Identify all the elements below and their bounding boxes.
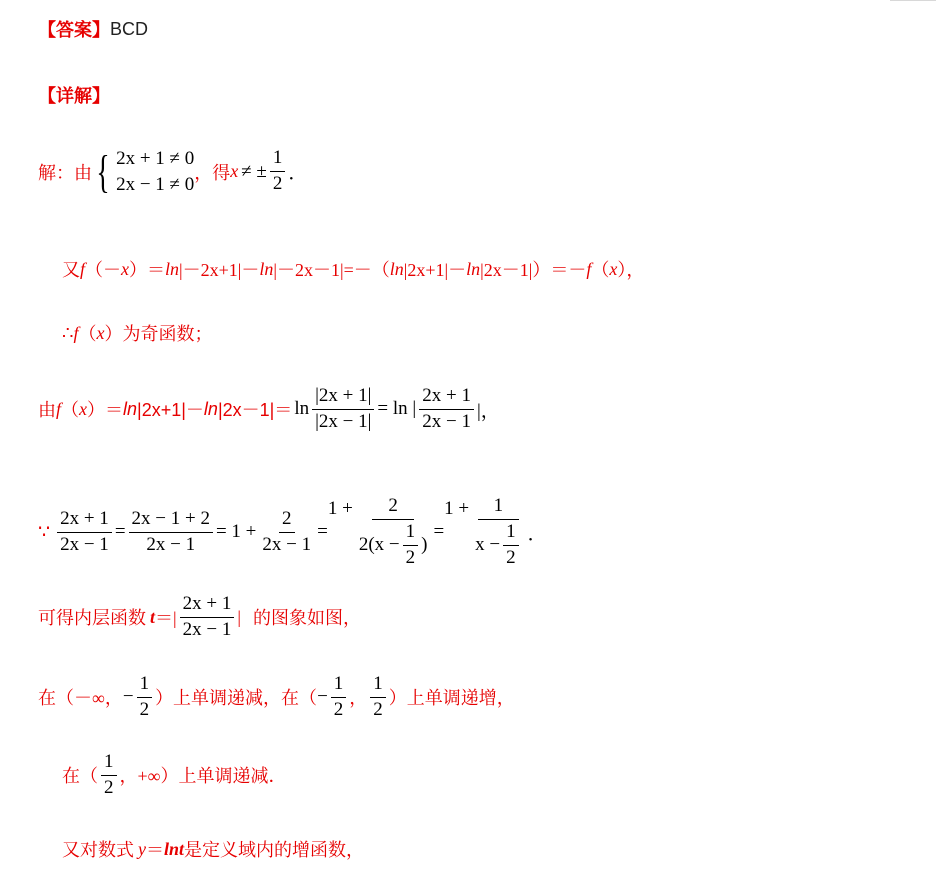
l9-a: 又对数式 xyxy=(62,840,134,860)
answer-label: 【答案】 xyxy=(38,20,110,40)
frac-den: 2 xyxy=(139,698,150,720)
l6-t: t xyxy=(150,606,156,627)
l5-frac1 xyxy=(57,509,112,556)
l9-c: 是定义域内的增函数， xyxy=(184,840,365,860)
l9-y: y xyxy=(138,838,146,859)
frac-num: 1 xyxy=(270,148,286,172)
l2-f2: f xyxy=(586,258,592,279)
case-system xyxy=(92,146,194,197)
case-stack xyxy=(116,146,194,197)
l7-b: ）上单调递减，在（ xyxy=(155,688,318,709)
l4-frac1 xyxy=(312,386,374,433)
frac-num: |2x + 1| xyxy=(312,386,374,410)
l2-ln4: ln xyxy=(466,258,481,279)
l3-a: （ xyxy=(78,324,97,344)
because-symbol: ∵ xyxy=(38,521,51,543)
l2-d: |－2x+1|－ xyxy=(179,260,260,280)
frac-num: 2 xyxy=(372,496,414,520)
l5-frac4 xyxy=(356,496,431,569)
l7-c: ， xyxy=(349,688,368,709)
frac-den: 2 xyxy=(405,546,416,568)
l7-d: ）上单调递增， xyxy=(388,688,515,709)
frac-num: 1 xyxy=(478,496,520,520)
l5-one-plus-a: 1 + xyxy=(327,498,353,519)
frac-den: 2 xyxy=(272,173,283,195)
frac-num: 1 xyxy=(503,522,519,546)
l5-eq1: = xyxy=(114,521,126,543)
l9-b: ＝ xyxy=(146,840,164,860)
solution-line-7 xyxy=(38,674,515,721)
l5-frac5 xyxy=(472,496,524,569)
l5-f4-den-b: ) xyxy=(421,533,428,555)
frac-num: 2x − 1 + 2 xyxy=(129,509,213,533)
l2-a: 又 xyxy=(62,260,80,280)
l2-f-text: |2x+1|－ xyxy=(403,260,467,280)
frac-num: 2x + 1 xyxy=(57,509,112,533)
frac-den: 2x − 1 xyxy=(146,533,196,555)
l7-neg2: − xyxy=(317,686,328,708)
l5-one-plus-b: 1 + xyxy=(444,498,470,519)
l2-x2: x xyxy=(609,258,618,279)
solution-line-8 xyxy=(62,752,286,799)
l4-end: |， xyxy=(476,400,500,422)
l6-b: ＝| xyxy=(155,608,177,629)
l5-f4-inner-frac xyxy=(403,522,419,569)
l2-x: x xyxy=(121,258,130,279)
frac-num: 2x + 1 xyxy=(419,386,474,410)
answer-line xyxy=(38,16,148,42)
frac-den: 2x − 1 xyxy=(262,533,312,555)
frac-num: 1 xyxy=(331,674,347,698)
l5-f4-den-a: 2(x − xyxy=(358,533,400,555)
solution-line-1 xyxy=(38,146,307,197)
solution-line-3 xyxy=(62,320,212,346)
line1-fraction xyxy=(270,148,286,195)
line1-mid: ，得 xyxy=(194,162,231,183)
l4-e: |2x－1|＝ xyxy=(217,400,293,421)
l5-eq2: = 1 + xyxy=(215,521,257,543)
frac-den: 2 xyxy=(506,546,516,568)
l2-ln3: ln xyxy=(389,258,404,279)
frac-den: 2 xyxy=(333,698,344,720)
l4-x: x xyxy=(79,398,88,419)
line1-neq-pm: ≠ ± xyxy=(241,160,267,182)
l8-b: ，+∞）上单调递减． xyxy=(119,766,287,787)
l2-ln1: ln xyxy=(165,258,180,279)
detail-heading xyxy=(38,82,110,108)
line1-var: x xyxy=(230,161,239,182)
l7-a: 在（－∞， xyxy=(38,688,123,709)
l2-c: ）＝ xyxy=(129,260,166,280)
l3-b: ）为奇函数； xyxy=(104,324,213,344)
l3-f: f xyxy=(73,322,79,343)
l5-frac3 xyxy=(259,509,314,556)
l4-frac2 xyxy=(419,386,474,433)
l4-a: 由 xyxy=(38,400,56,421)
page-corner-rule xyxy=(890,0,936,3)
l5-f5-inner-frac xyxy=(503,522,519,569)
l4-b: （ xyxy=(61,400,80,421)
l2-h: （ xyxy=(591,260,610,280)
case-1: 2x + 1 ≠ 0 xyxy=(116,148,195,169)
l7-neg1: − xyxy=(122,686,134,708)
frac-num: 1 xyxy=(370,674,386,698)
l7-frac-c xyxy=(370,674,386,721)
frac-num: 1 xyxy=(137,674,153,698)
l5-frac2 xyxy=(129,509,213,556)
l2-g: |2x－1|）＝－ xyxy=(480,260,587,280)
l4-f: f xyxy=(56,398,62,419)
solution-line-6 xyxy=(38,594,361,641)
therefore-symbol: ∴ xyxy=(62,322,74,343)
l5-eq4: = xyxy=(433,521,445,543)
frac-den: 2x − 1 xyxy=(422,410,471,432)
l7-frac-a xyxy=(137,674,153,721)
line1-prefix: 解：由 xyxy=(38,162,92,183)
l4-ln-a: ln xyxy=(294,398,310,420)
l2-b: （－ xyxy=(85,260,122,280)
solution-line-4 xyxy=(38,386,500,433)
l2-ln2: ln xyxy=(259,258,274,279)
frac-den xyxy=(356,520,431,569)
l6-frac xyxy=(180,594,235,641)
frac-den: 2 xyxy=(104,776,114,798)
frac-num: 1 xyxy=(101,752,117,776)
l3-x: x xyxy=(96,322,105,343)
l5-end: ． xyxy=(527,523,547,545)
l6-d: 的图象如图， xyxy=(252,608,361,629)
l2-f: f xyxy=(80,258,86,279)
l9-lnt: lnt xyxy=(164,838,185,859)
solution-line-5 xyxy=(38,496,547,569)
frac-den: |2x − 1| xyxy=(315,410,372,432)
l4-c: ）＝ xyxy=(87,400,124,421)
l6-a: 可得内层函数 xyxy=(38,608,146,629)
frac-den: 2x − 1 xyxy=(182,618,232,640)
l7-frac-b xyxy=(331,674,347,721)
l4-d: |2x+1|－ xyxy=(137,400,204,421)
line1-end: ． xyxy=(288,163,308,185)
case-2: 2x − 1 ≠ 0 xyxy=(116,173,195,195)
l5-f5-den-a: x − xyxy=(475,533,501,555)
l8-frac xyxy=(101,752,117,799)
frac-num: 2x + 1 xyxy=(180,594,235,618)
l6-c: | xyxy=(237,606,241,627)
l5-eq3: = xyxy=(317,521,328,543)
frac-den xyxy=(472,520,524,569)
solution-line-9 xyxy=(62,836,364,862)
solution-line-2 xyxy=(62,256,644,282)
frac-num: 2 xyxy=(279,509,295,533)
l4-ln2: ln xyxy=(203,398,218,419)
left-brace: { xyxy=(96,145,110,197)
detail-label: 【详解】 xyxy=(38,86,110,106)
frac-den: 2x − 1 xyxy=(60,533,109,555)
l2-e: |－2x－1|=－（ xyxy=(273,260,390,280)
frac-den: 2 xyxy=(373,698,383,720)
l4-ln1: ln xyxy=(123,398,138,419)
answer-value: BCD xyxy=(110,18,149,39)
frac-num: 1 xyxy=(403,522,419,546)
l4-eq-ln: = ln | xyxy=(377,398,417,420)
l2-i: ）， xyxy=(617,260,645,280)
l8-a: 在（ xyxy=(62,766,98,787)
